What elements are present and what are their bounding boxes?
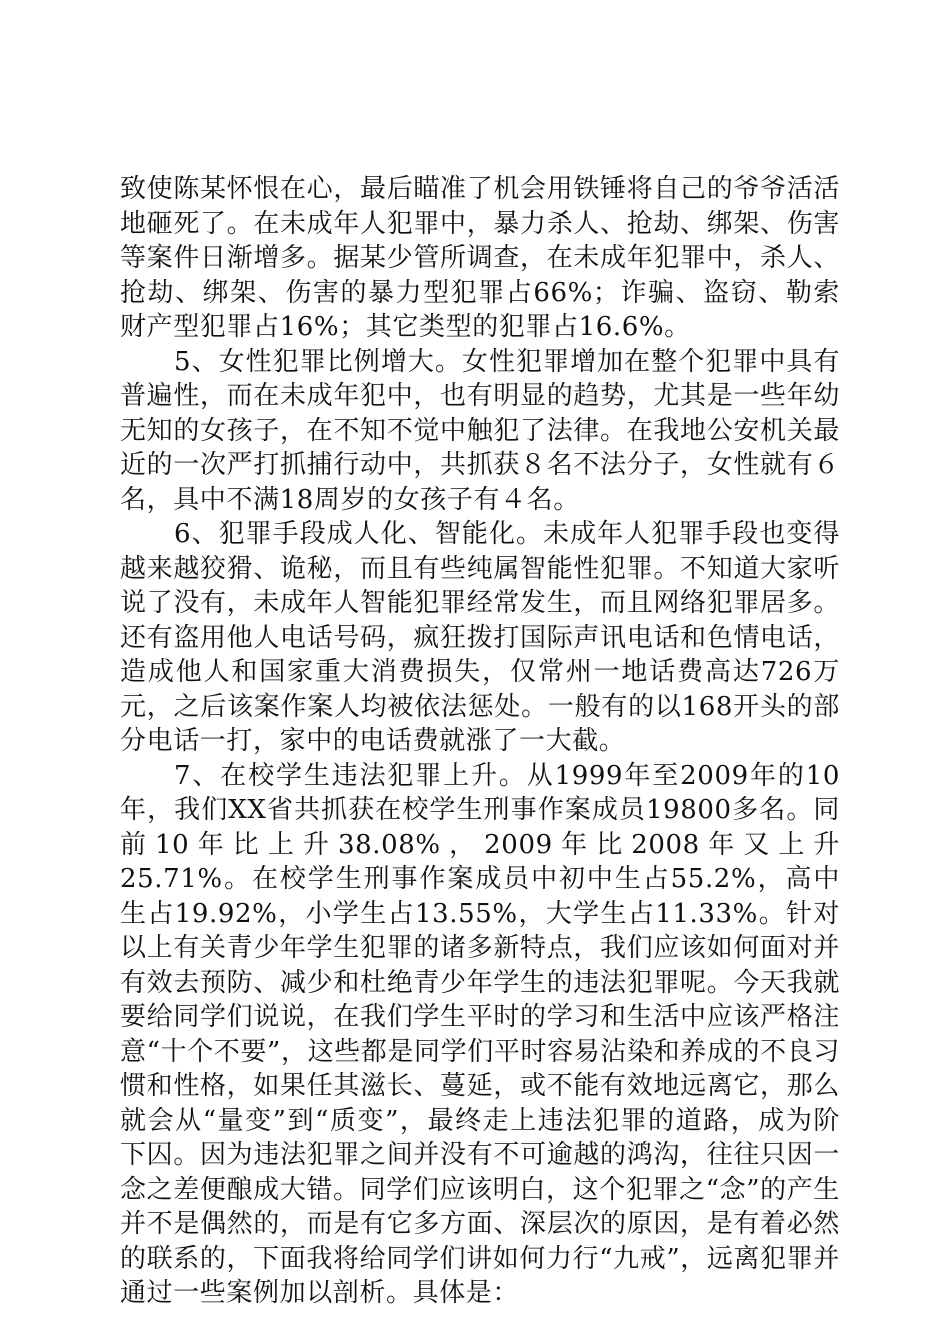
paragraph-item-5: 5、女性犯罪比例增大。女性犯罪增加在整个犯罪中具有普遍性，而在未成年犯中，也有明显的趋势，尤其是一些年幼无知的女孩子，在不知不觉中触犯了法律。在我地公安机关最近的一次严打抓捕行动中，共抓获８名不法分子，女性就有６名，具中不满18周岁的女孩子有４名。 [120, 346, 840, 515]
document-body [120, 172, 840, 1311]
paragraph-item-7: 7、在校学生违法犯罪上升。从1999年至2009年的10年，我们XX省共抓获在校学生刑事作案成员19800多名。同前10年比上升38.08%，2009年比2008年又上升25.71%。在校学生刑事作案成员中初中生占55.2%，高中生占19.92%，小学生占13.55%，大学生占11.33%。针对以上有关青少年学生犯罪的诸多新特点，我们应该如何面对并有效去预防、减少和杜绝青少年学生的违法犯罪呢。今天我就要给同学们说说，在我们学生平时的学习和生活中应该严格注意“十个不要”，这些都是同学们平时容易沾染和养成的不良习惯和性格，如果任其滋长、蔓延，或不能有效地远离它，那么就会从“量变”到“质变”，最终走上违法犯罪的道路，成为阶下囚。因为违法犯罪之间并没有不可逾越的鸿沟，往往只因一念之差便酿成大错。同学们应该明白，这个犯罪之“念”的产生并不是偶然的，而是有它多方面、深层次的原因，是有着必然的联系的，下面我将给同学们讲如何力行“九戒”，远离犯罪并通过一些案例加以剖析。具体是： [120, 760, 840, 1308]
paragraph-item-6: 6、犯罪手段成人化、智能化。未成年人犯罪手段也变得越来越狡猾、诡秘，而且有些纯属智能性犯罪。不知道大家听说了没有，未成年人智能犯罪经常发生，而且网络犯罪居多。还有盗用他人电话号码，疯狂拨打国际声讯电话和色情电话，造成他人和国家重大消费损失，仅常州一地话费高达726万元，之后该案作案人均被依法惩处。一般有的以168开头的部分电话一打，家中的电话费就涨了一大截。 [120, 519, 840, 756]
paragraph-continuation: 致使陈某怀恨在心，最后瞄准了机会用铁锤将自己的爷爷活活地砸死了。在未成年人犯罪中，暴力杀人、抢劫、绑架、伤害等案件日渐增多。据某少管所调查，在未成年犯罪中，杀人、抢劫、绑架、伤害的暴力型犯罪占66%；诈骗、盗窃、勒索财产型犯罪占16%；其它类型的犯罪占16.6%。 [120, 174, 840, 342]
